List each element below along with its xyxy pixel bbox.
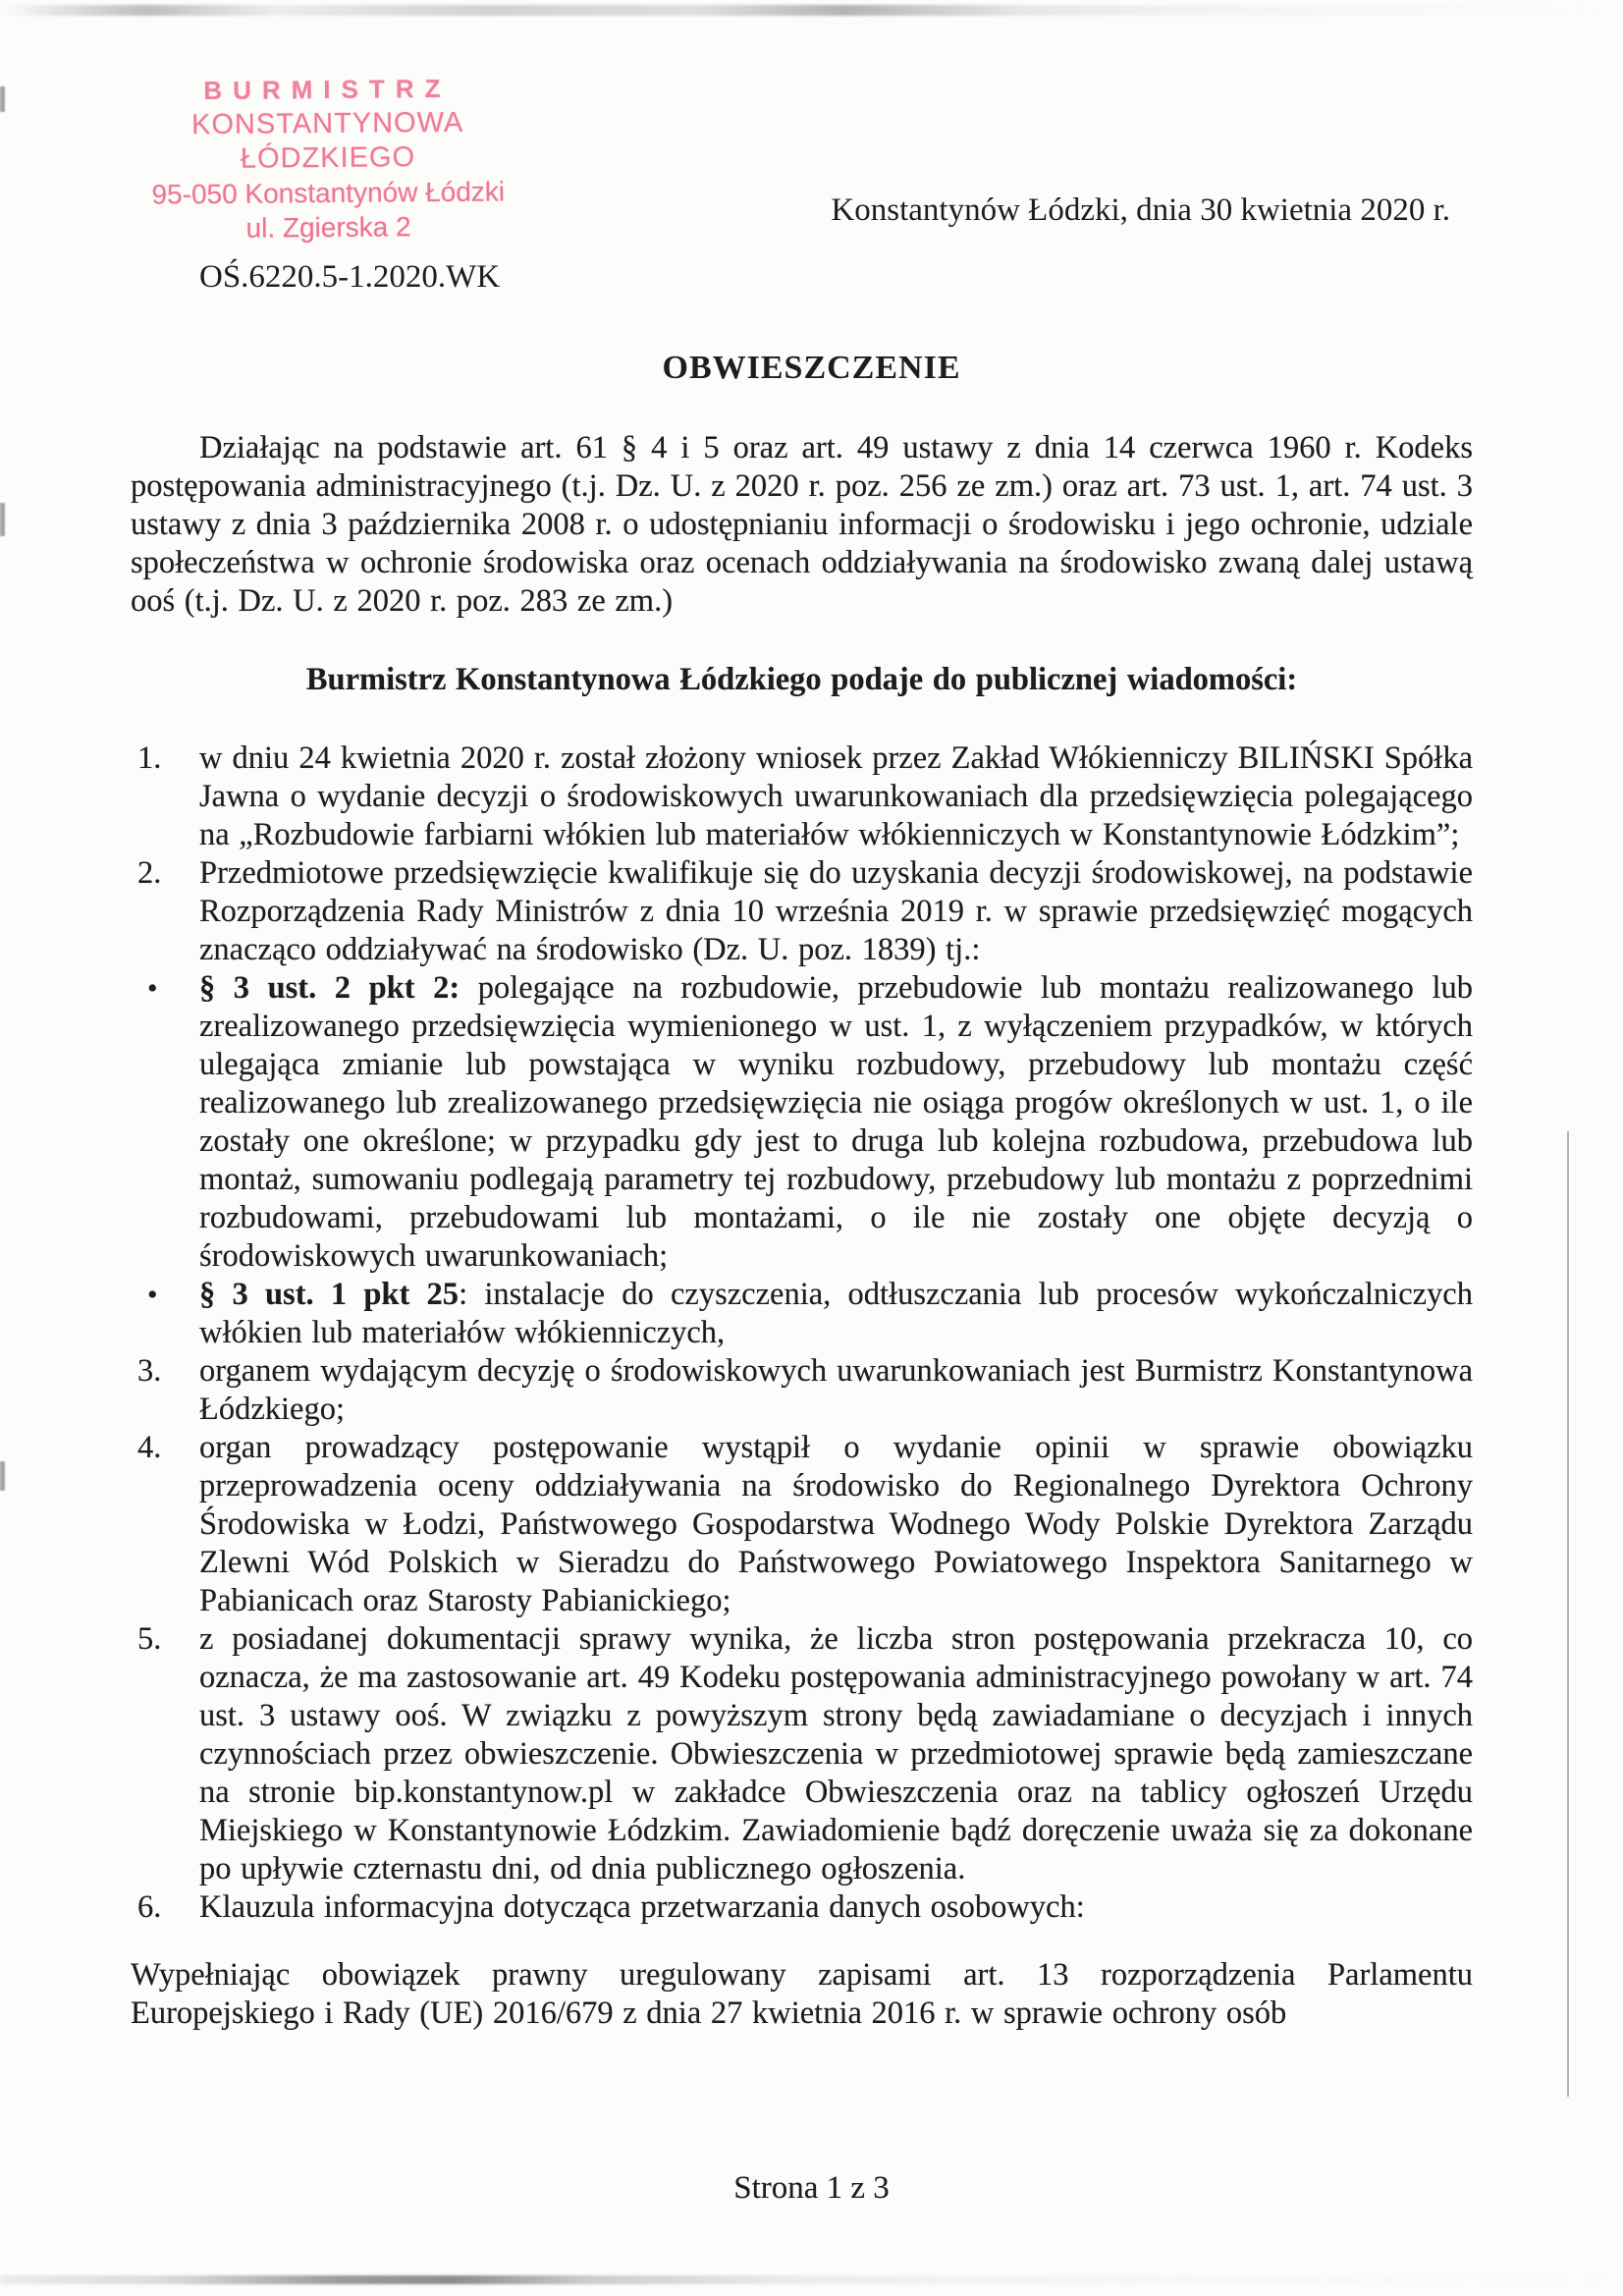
list-item-bold: § 3 ust. 1 pkt 25 xyxy=(199,1277,460,1312)
case-reference-number: OŚ.6220.5-1.2020.WK xyxy=(199,259,501,295)
list-item-text xyxy=(199,1888,1473,1927)
list-item-body: organ prowadzący postępowanie wystąpił o wydanie opinii w sprawie obowiązku przeprowadzenia oceny oddziaływania na środowisko do Regionalnego Dyrektora Ochrony Środowiska w Łodzi, Państwowego Gospodarstwa Wodnego Wody Polskie Dyrektora Zarządu Zlewni Wód Polskich w Sieradzu do Państwowego Powiatowego Inspektora Sanitarnego w Pabianicach oraz Starosty Pabianickiego; xyxy=(199,1430,1473,1618)
list-item-body: polegające na rozbudowie, przebudowie lub montażu realizowanego lub zrealizowanego przedsięwzięcia wymienionego w ust. 1, z wyłączeniem przypadków, w których ulegająca zmianie lub powstająca w wyniku rozbudowy, przebudowy lub montażu część realizowanego lub zrealizowanego przedsięwzięcia nie osiąga progów określonych w ust. 1, o ile zostały one określone; w przypadku gdy jest to druga lub kolejna rozbudowa, przebudowa lub montaż, sumowaniu podlegają parametry tej rozbudowy, przebudowy lub montażu z poprzednimi rozbudowami, przebudowami lub montażami, o ile nie zostały one objęte decyzją o środowiskowych uwarunkowaniach; xyxy=(199,970,1474,1274)
list-marker: 6. xyxy=(137,1889,162,1925)
list-item-5 xyxy=(131,1620,1473,1888)
list-item-6 xyxy=(131,1888,1473,1927)
document-title: OBWIESZCZENIE xyxy=(662,350,961,386)
document-body xyxy=(131,429,1473,2033)
list-item-body: : instalacje do czyszczenia, odtłuszczania lub procesów wykończalniczych włókien lub materiałów włókienniczych, xyxy=(199,1277,1473,1350)
office-stamp xyxy=(105,71,551,246)
page-number: Strona 1 z 3 xyxy=(733,2170,890,2206)
list-item-body: w dniu 24 kwietnia 2020 r. został złożony wniosek przez Zakład Włókienniczy BILIŃSKI Spółka Jawna o wydanie decyzji o środowiskowych uwarunkowaniach dla przedsięwzięcia polegającego na „Rozbudowie farbiarni włókien lub materiałów włókienniczych w Konstantynowie Łódzkim”; xyxy=(199,740,1473,852)
bullet-item-1 xyxy=(131,969,1473,1276)
list-item-1 xyxy=(131,739,1473,854)
list-item-body: Klauzula informacyjna dotycząca przetwarzania danych osobowych: xyxy=(199,1889,1085,1925)
bullet-marker: • xyxy=(147,972,158,1005)
list-marker: 5. xyxy=(137,1621,162,1657)
list-item-text xyxy=(199,1620,1473,1888)
bullet-item-2 xyxy=(131,1276,1473,1352)
list-item-bold: § 3 ust. 2 pkt 2: xyxy=(199,970,460,1006)
announcement-list xyxy=(131,739,1473,1927)
scan-smudge-top xyxy=(0,5,1623,16)
list-item-text xyxy=(199,854,1473,969)
list-item-text xyxy=(199,1276,1473,1352)
list-marker: 3. xyxy=(137,1353,162,1389)
list-marker: 4. xyxy=(137,1430,162,1465)
list-item-text xyxy=(199,739,1473,854)
list-marker: 1. xyxy=(137,740,162,776)
list-item-text xyxy=(199,1352,1473,1429)
closing-paragraph: Wypełniając obowiązek prawny uregulowany zapisami art. 13 rozporządzenia Parlamentu Europejskiego i Rady (UE) 2016/679 z dnia 27 kwietnia 2016 r. w sprawie ochrony osób xyxy=(131,1957,1473,2031)
scan-edge-mark xyxy=(0,503,5,536)
list-item-body: organem wydającym decyzję o środowiskowych uwarunkowaniach jest Burmistrz Konstantynowa Łódzkiego; xyxy=(199,1353,1473,1427)
list-item-4 xyxy=(131,1429,1473,1620)
list-item-3 xyxy=(131,1352,1473,1429)
list-item-text xyxy=(199,969,1473,1276)
stamp-postal: 95-050 Konstantynów Łódzki xyxy=(151,176,506,210)
list-item-text xyxy=(199,1429,1473,1620)
list-marker: 2. xyxy=(137,855,162,891)
date-line: Konstantynów Łódzki, dnia 30 kwietnia 2020 r. xyxy=(831,192,1450,228)
scan-line-right xyxy=(1567,1131,1569,2097)
stamp-street: ul. Zgierska 2 xyxy=(245,211,411,244)
stamp-office: KONSTANTYNOWA ŁÓDZKIEGO xyxy=(190,106,464,175)
list-item-body: Przedmiotowe przedsięwzięcie kwalifikuje się do uzyskania decyzji środowiskowej, na podstawie Rozporządzenia Rady Ministrów z dnia 10 września 2019 r. w sprawie przedsięwzięć mogących znacząco oddziaływać na środowisko (Dz. U. poz. 1839) tj.: xyxy=(199,855,1473,967)
stamp-title: BURMISTRZ xyxy=(203,73,452,106)
announcement-heading: Burmistrz Konstantynowa Łódzkiego podaje do publicznej wiadomości: xyxy=(305,662,1298,697)
bullet-marker: • xyxy=(147,1279,158,1311)
list-item-body: z posiadanej dokumentacji sprawy wynika, że liczba stron postępowania przekracza 10, co oznacza, że ma zastosowanie art. 49 Kodeku postępowania administracyjnego powołany w art. 74 ust. 3 ustawy ooś. W związku z powyższym strony będą zawiadamiane o decyzjach i innych czynnościach przez obwieszczenie. Obwieszczenia w przedmiotowej sprawie będą zamieszczane na stronie bip.konstantynow.pl w zakładce Obwieszczenia oraz na tablicy ogłoszeń Urzędu Miejskiego w Konstantynowie Łódzkim. Zawiadomienie bądź doręczenie uważa się za dokonane po upływie czternastu dni, od dnia publicznego ogłoszenia. xyxy=(199,1621,1473,1886)
list-item-2 xyxy=(131,854,1473,969)
intro-paragraph: Działając na podstawie art. 61 § 4 i 5 oraz art. 49 ustawy z dnia 14 czerwca 1960 r. Kodeks postępowania administracyjnego (t.j. Dz. U. z 2020 r. poz. 256 ze zm.) oraz art. 73 ust. 1, art. 74 ust. 3 ustawy z dnia 3 października 2008 r. o udostępnianiu informacji o środowisku i jego ochronie, udziale społeczeństwa w ochronie środowiska oraz ocenach oddziaływania na środowisko zwaną dalej ustawą ooś (t.j. Dz. U. z 2020 r. poz. 283 ze zm.) xyxy=(131,430,1473,619)
scan-edge-mark xyxy=(0,86,5,112)
scan-edge-mark xyxy=(0,1461,5,1491)
scan-smudge-bottom xyxy=(0,2275,1623,2284)
